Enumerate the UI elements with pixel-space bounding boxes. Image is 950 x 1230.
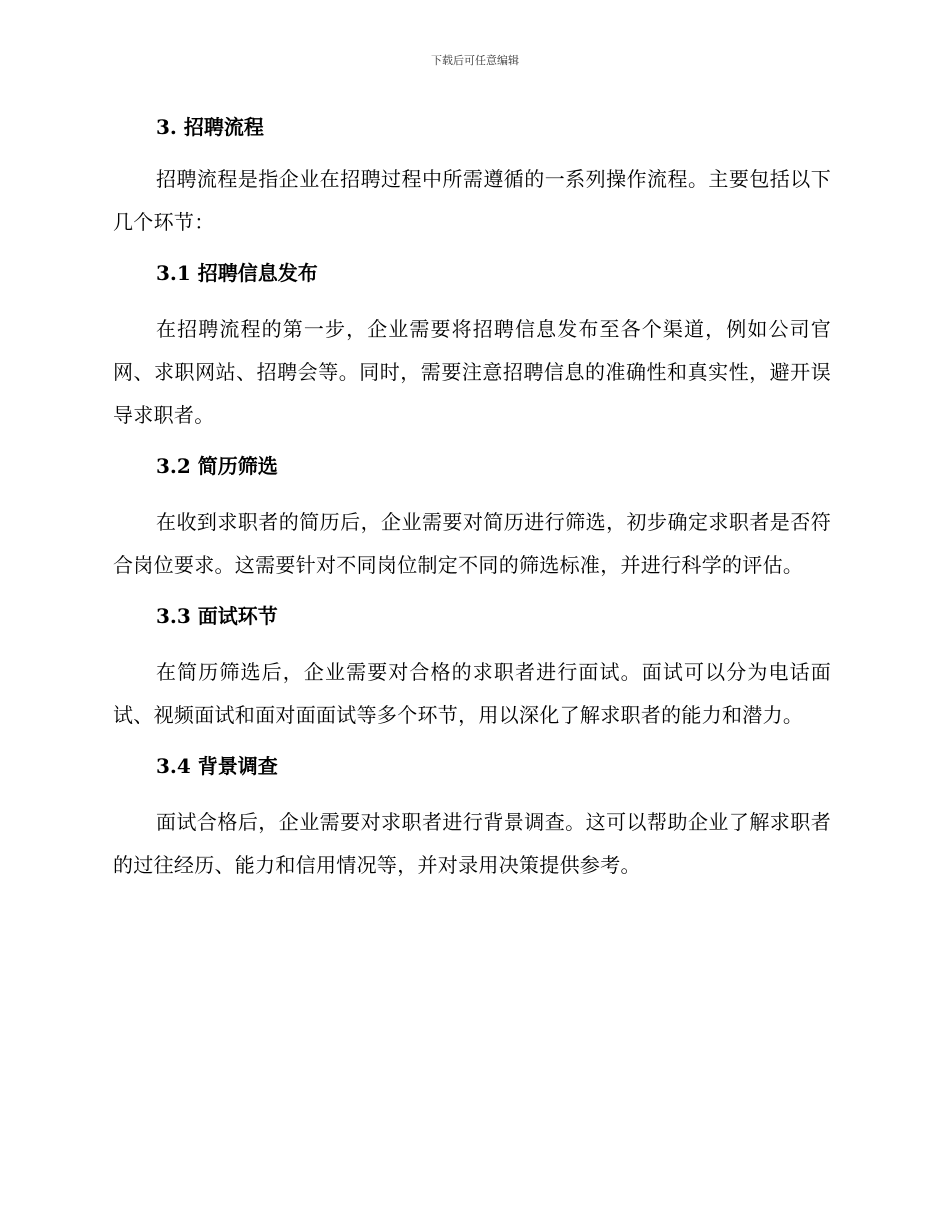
section-paragraph-job-posting: 在招聘流程的第一步，企业需要将招聘信息发布至各个渠道，例如公司官网、求职网站、招聘会等。同时，需要注意招聘信息的准确性和真实性，避开误导求职者。 bbox=[113, 317, 831, 427]
section-paragraph-background-check: 面试合格后，企业需要对求职者进行背景调查。这可以帮助企业了解求职者的过往经历、能力和信用情况等，并对录用决策提供参考。 bbox=[113, 810, 831, 877]
document-body bbox=[113, 110, 831, 887]
section-paragraph-interview: 在简历筛选后，企业需要对合格的求职者进行面试。面试可以分为电话面试、视频面试和面对面面试等多个环节，用以深化了解求职者的能力和潜力。 bbox=[113, 660, 831, 727]
section-heading-interview: 3.3 面试环节 bbox=[156, 604, 278, 628]
section-heading-job-posting: 3.1 招聘信息发布 bbox=[156, 261, 318, 285]
section-heading-background-check: 3.4 背景调查 bbox=[156, 754, 278, 778]
section-paragraph-resume-screening: 在收到求职者的简历后，企业需要对简历进行筛选，初步确定求职者是否符合岗位要求。这需要针对不同岗位制定不同的筛选标准，并进行科学的评估。 bbox=[113, 510, 831, 577]
page-header: 下载后可任意编辑 bbox=[431, 54, 519, 67]
section-heading-resume-screening: 3.2 简历筛选 bbox=[156, 454, 278, 478]
section-heading-recruitment-process: 3. 招聘流程 bbox=[156, 115, 264, 139]
section-paragraph-recruitment-process: 招聘流程是指企业在招聘过程中所需遵循的一系列操作流程。主要包括以下几个环节： bbox=[113, 167, 831, 234]
